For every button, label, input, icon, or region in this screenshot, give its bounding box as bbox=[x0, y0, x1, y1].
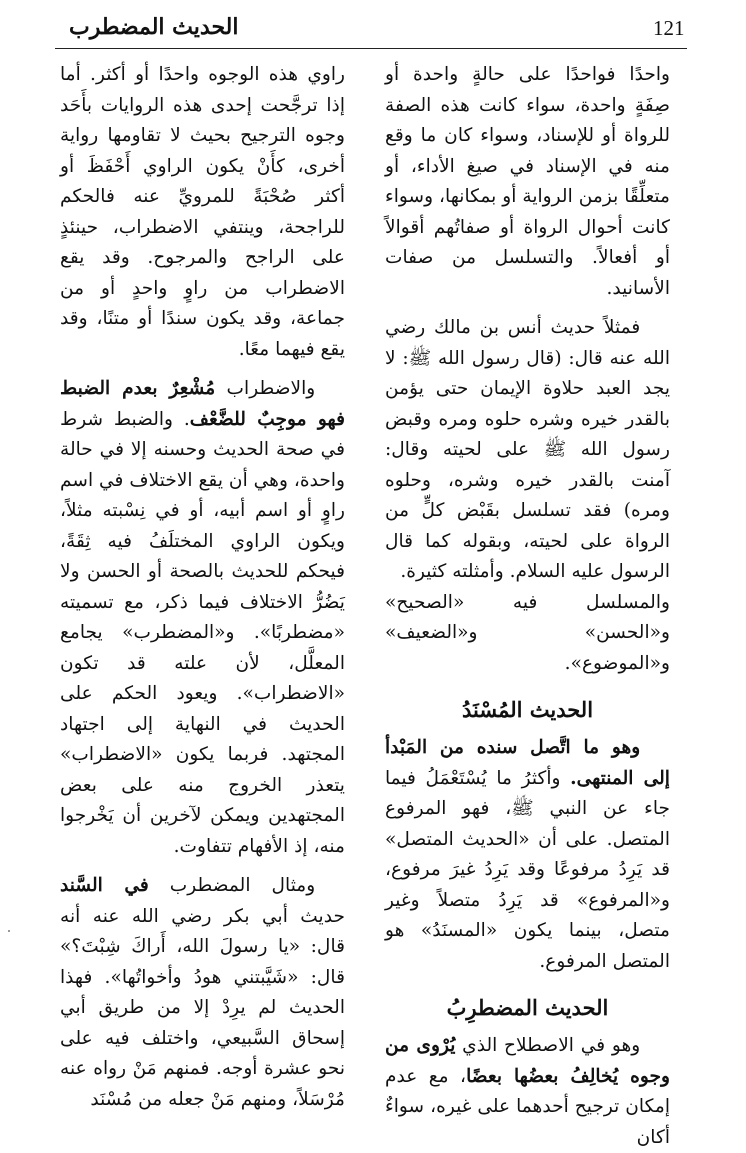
paragraph-text: وأكثرُ ما يُسْتَعْمَلُ فيما جاء عن النبي ﷺ، فهو المرفوع المتصل. على أن «الحديث المتصل» قد يَرِدُ مرفوعًا وقد يَرِدُ غيرَ مرفوع، و«المرفوع» قد يَرِدُ متصلاً وغير متصل، بينما يكون «المسنَدُ» هو المتصل المرفوع. bbox=[385, 767, 670, 972]
bold-definition: يُرْوى من وجوه يُخالِفُ بعضُها بعضًا bbox=[385, 1035, 671, 1087]
running-head-title: الحديث المضطرب bbox=[69, 14, 239, 40]
paragraph bbox=[60, 871, 345, 1115]
paragraph bbox=[60, 374, 345, 862]
paragraph-text: ، مع عدم إمكان ترجيح أحدهما على غيره، سواءٌ أكان bbox=[385, 1065, 670, 1148]
paragraph-text: ومثال المضطرب bbox=[148, 875, 316, 896]
paragraph-text: . والضبط شرط في صحة الحديث وحسنه إلا في حالة واحدة، وهي أن يقع الاختلاف في اسم راوٍ أو اسم أبيه، أو في نِسْبته مثلاً، ويكون الراوي المختلَفُ فيه ثِقَةً، فيحكم للحديث بالصحة أو الحسن ولا يَضُرُّ الاختلاف فيما ذكر، مع تسميته «مضطربًا». و«المضطرب» يجامع المعلَّل، لأن علته قد تكون «الاضطراب». ويعود الحكم على الحديث في النهاية إلى اجتهاد المجتهد. فربما يكون «الاضطراب» يتعذر الخروج منه على بعض المجتهدين ويمكن لآخرين أن يَخْرجوا منه، إذ الأفهام تتفاوت. bbox=[60, 408, 345, 857]
margin-mark bbox=[8, 930, 10, 932]
paragraph: واحدًا فواحدًا على حالةٍ واحدة أو صِفَةٍ واحدة، سواء كانت هذه الصفة للرواة أو للإسناد، وسواء كان ما وقع منه في الإسناد في صيغ الأداء، أو متعلِّقًا بزمن الرواية أو بمكانها، وسواء كانت أحوال الرواة أو صفاتُهم أقوالاً أو أفعالاً. والتسلسل من صفات الأسانيد. bbox=[385, 64, 670, 299]
paragraph: فمثلاً حديث أنس بن مالك رضي الله عنه قال: (قال رسول الله ﷺ: لا يجد العبد حلاوة الإيمان حتى يؤمن بالقدر خيره وشره حلوه ومره وقبض رسول الله ﷺ على لحيته وقال: آمنت بالقدر خيره وشره، وحلوه ومره) فقد تسلسل بقَبْض كلٍّ من الرواة على لحيته، وبقوله كما قال الرسول عليه السلام. وأمثلته كثيرة. bbox=[385, 317, 670, 582]
paragraph-text: حديث أبي بكر رضي الله عنه أنه قال: «يا رسولَ الله، أَراكَ شِبْتَ؟» قال: «شَيَّبتني هودُ وأخواتُها». فهذا الحديث لم يرِدْ إلا من طريق أبي إسحاق السَّبيعي، واختلف فيه على نحو عشرة أوجه. فمنهم مَنْ رواه عنه مُرْسَلاً، ومنهم مَنْ جعله من مُسْنَد bbox=[60, 905, 345, 1110]
header-divider bbox=[55, 48, 687, 49]
bold-definition: مُشْعِرٌ بعدم الضبط فهو موجِبٌ للضَّعْف bbox=[60, 378, 345, 430]
paragraph-text: والاضطراب bbox=[215, 378, 316, 399]
bold-definition: وهو ما اتَّصل سنده من المَبْدأ إلى المنتهى. bbox=[385, 737, 670, 789]
paragraph: والمسلسل فيه «الصحيح» و«الحسن» و«الضعيف» و«الموضوع». bbox=[385, 591, 670, 674]
right-column bbox=[385, 60, 670, 1153]
page-number: 121 bbox=[653, 16, 685, 40]
page-header bbox=[55, 14, 687, 48]
section-heading: الحديث المضطرِبُ bbox=[446, 995, 609, 1020]
paragraph bbox=[385, 733, 670, 977]
bold-definition: في السَّند bbox=[60, 875, 149, 896]
paragraph bbox=[385, 1031, 670, 1153]
section-heading: الحديث المُسْنَدُ bbox=[461, 697, 594, 722]
paragraph-text: وهو في الاصطلاح الذي bbox=[455, 1035, 641, 1056]
paragraph: راوي هذه الوجوه واحدًا أو أكثر. أما إذا ترجَّحت إحدى هذه الروايات بأَحَد وجوه الترجيح بحيث لا تقاومها رواية أخرى، كأَنْ يكون الراوي أَحْفَظَ أو أكثر صُحْبَةً للمرويِّ عنه فالحكم للراجحة، وينتفي الاضطراب، حينئذٍ على الراجح والمرجوح. وقد يقع الاضطراب من راوٍ واحدٍ أو من جماعة، وقد يكون سندًا أو متنًا، وقد يقع فيهما معًا. bbox=[60, 64, 345, 360]
left-column bbox=[60, 60, 345, 1115]
